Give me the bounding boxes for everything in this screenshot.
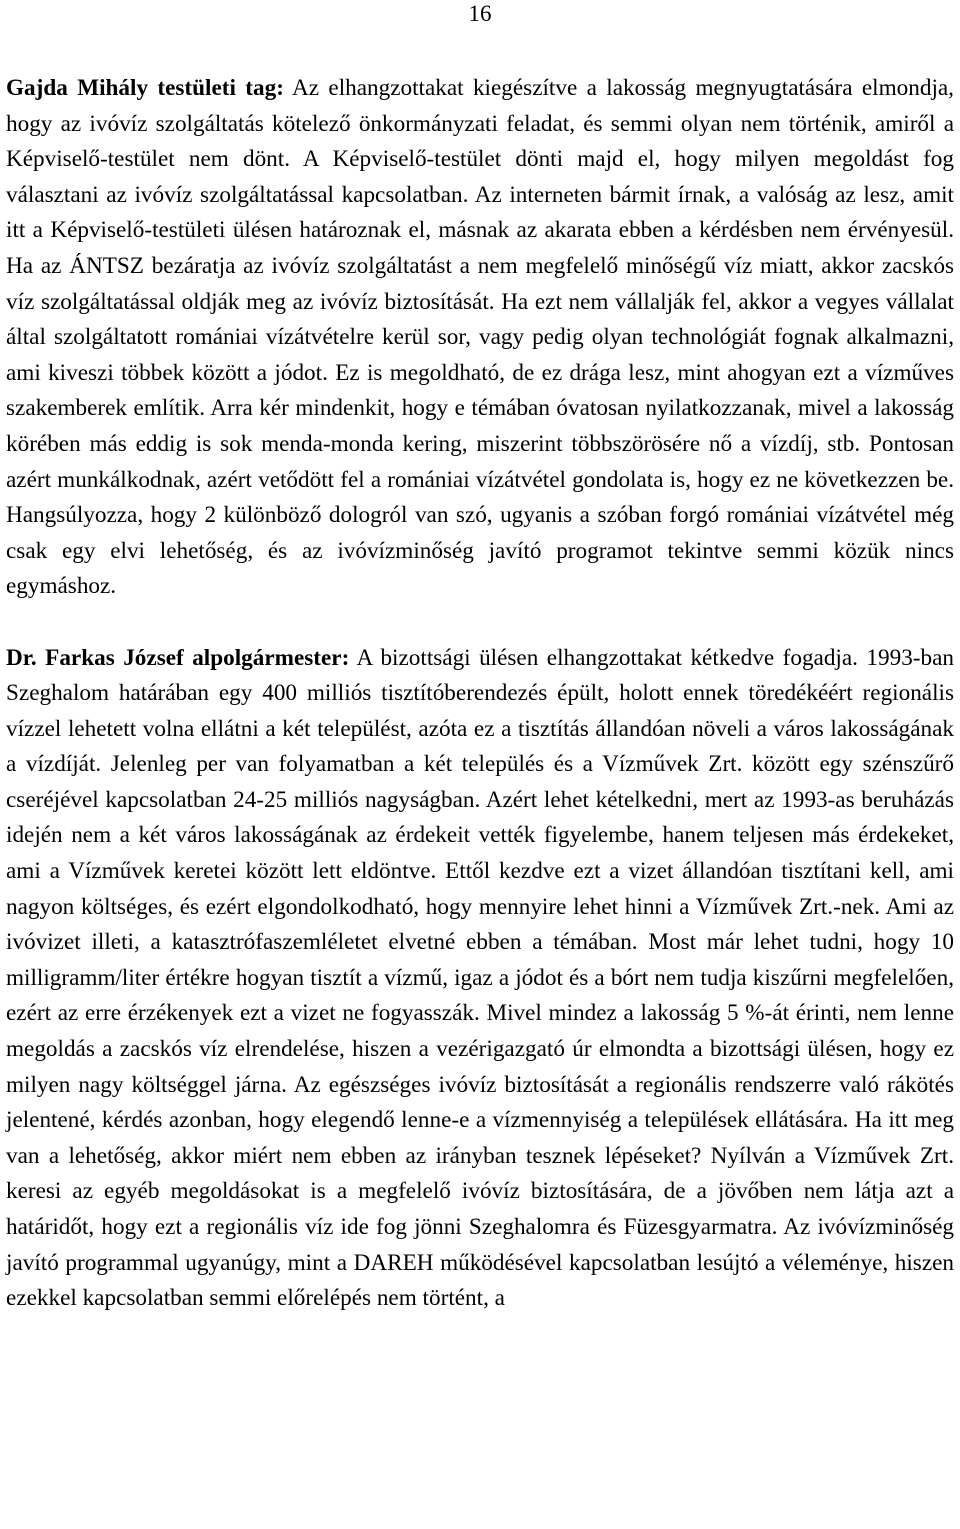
speaker-name: Dr. Farkas József alpolgármester: [6, 644, 350, 671]
paragraph-farkas [6, 641, 954, 1317]
page-number: 16 [468, 1, 492, 26]
paragraph-text: Az elhangzottakat kiegészítve a lakosság megnyugtatására elmondja, hogy az ivóvíz szolgáltatás kötelező önkormányzati feladat, és semmi olyan nem történik, amiről a Képviselő-testület nem dönt. A Képviselő-testület dönti majd el, hogy milyen megoldást fog választani az ivóvíz szolgáltatással kapcsolatban. Az interneten bármit írnak, a valóság az lesz, amit itt a Képviselő-testületi ülésen határoznak el, másnak az akarata ebben a kérdésben nem érvényesül. Ha az ÁNTSZ bezáratja az ivóvíz szolgáltatást a nem megfelelő minőségű víz miatt, akkor zacskós víz szolgáltatással oldják meg az ivóvíz biztosítását. Ha ezt nem vállalják fel, akkor a vegyes vállalat által szolgáltatott romániai vízátvételre kerül sor, vagy pedig olyan technológiát fognak alkalmazni, ami kiveszi többek között a jódot. Ez is megoldható, de ez drága lesz, mint ahogyan ezt a vízműves szakemberek említik. Arra kér mindenkit, hogy e témában óvatosan nyilatkozzanak, mivel a lakosság körében más eddig is sok menda-monda kering, miszerint többszörösére nő a vízdíj, stb. Pontosan azért munkálkodnak, azért vetődött fel a romániai vízátvétel gondolata is, hogy ez ne következzen be. Hangsúlyozza, hogy 2 különböző dologról van szó, ugyanis a szóban forgó romániai vízátvétel még csak egy elvi lehetőség, és az ivóvízminőség javító programot tekintve semmi közük nincs egymáshoz. [6, 75, 954, 600]
paragraph-gajda [6, 71, 954, 605]
paragraph-text: A bizottsági ülésen elhangzottakat kétkedve fogadja. 1993-ban Szeghalom határában egy 400 milliós tisztítóberendezés épült, holott ennek töredékéért regionális vízzel lehetett volna ellátni a két települést, azóta ez a tisztítás állandóan növeli a város lakosságának a vízdíját. Jelenleg per van folyamatban a két település és a Vízművek Zrt. között egy szénszűrő cseréjével kapcsolatban 24-25 milliós nagyságban. Azért lehet kételkedni, mert az 1993-as beruházás idején nem a két város lakosságának az érdekeit vették figyelembe, hanem teljesen más érdekeket, ami a Vízművek keretei között lett eldöntve. Ettől kezdve ezt a vizet állandóan tisztítani kell, ami nagyon költséges, és ezért elgondolkodható, hogy mennyire lehet hinni a Vízművek Zrt.-nek. Ami az ivóvizet illeti, a katasztrófaszemléletet elvetné ebben a témában. Most már lehet tudni, hogy 10 milligramm/liter értékre hogyan tisztít a vízmű, igaz a jódot és a bórt nem tudja kiszűrni megfelelően, ezért az erre érzékenyek ezt a vizet ne fogyasszák. Mivel mindez a lakosság 5 %-át érinti, nem lenne megoldás a zacskós víz elrendelése, hiszen a vezérigazgató úr elmondta a bizottsági ülésen, hogy ez milyen nagy költséggel járna. Az egészséges ivóvíz biztosítását a regionális rendszerre való rákötés jelentené, kérdés azonban, hogy elegendő lenne-e a vízmennyiség a települések ellátására. Ha itt meg van a lehetőség, akkor miért nem ebben az irányban tesznek lépéseket? Nyílván a Vízművek Zrt. keresi az egyéb megoldásokat is a megfelelő ivóvíz biztosítására, de a jövőben nem látja azt a határidőt, hogy ezt a regionális víz ide fog jönni Szeghalomra és Füzesgyarmatra. Az ivóvízminőség javító programmal ugyanúgy, mint a DAREH működésével kapcsolatban lesújtó a véleménye, hiszen ezekkel kapcsolatban semmi előrelépés nem történt, a [6, 644, 954, 1312]
document-body [6, 71, 954, 1317]
speaker-name: Gajda Mihály testületi tag: [6, 75, 284, 101]
